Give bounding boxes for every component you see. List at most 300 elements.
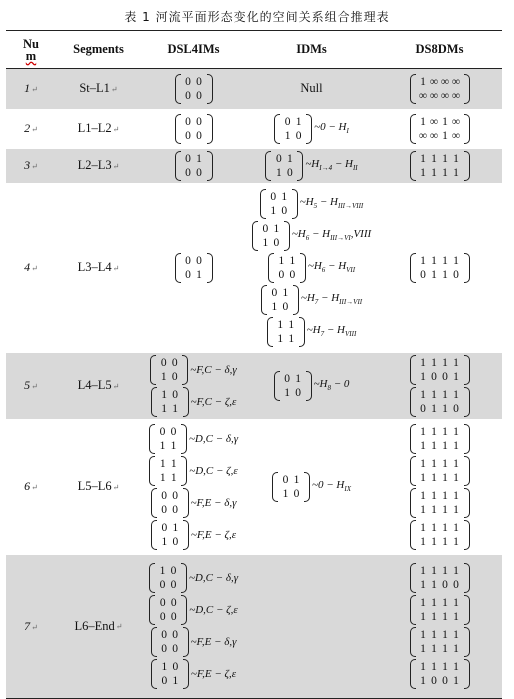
cell-stack [377,251,502,285]
matrix-row [159,628,181,642]
matrix [175,253,213,283]
matrix-cell: 1 [420,115,426,128]
matrix [149,456,187,486]
matrix-rows [416,456,464,486]
matrix-cell: 1 [453,489,459,502]
matrix-bracket-right [207,74,213,104]
matrix-cell: 1 [431,457,437,470]
matrix-cell: 1 [442,388,448,401]
matrix-cell: 1 [420,457,426,470]
matrix-bracket-right [284,221,290,251]
matrix-cell: 1 [442,643,448,656]
matrix-rows [274,253,300,283]
matrix-item [300,81,322,96]
matrix-row [275,332,297,346]
matrix [274,114,312,144]
matrix-row [282,386,304,400]
matrix-rows [416,424,464,454]
matrix-cell: 1 [442,425,448,438]
matrix [149,563,187,593]
relation-expression: ~F,E − δ,γ [190,636,237,649]
matrix-cell: 1 [442,535,448,548]
matrix-cell: 0 [275,152,282,165]
matrix-cell: 1 [420,675,426,688]
matrix-cell: 1 [295,372,301,385]
matrix [410,456,470,486]
matrix-cell: 1 [284,129,291,142]
matrix-row [418,628,462,642]
matrix-cell: 0 [172,503,178,516]
return-mark-icon: ↵ [31,161,38,171]
matrix [151,387,189,417]
matrix-item [151,659,236,689]
matrix-bracket-right [182,355,188,385]
matrix-cell: 0 [161,643,167,656]
matrix-rows [273,317,299,347]
matrix-cell: 1 [453,535,459,548]
matrix-cell: 1 [442,503,448,516]
matrix-cell: 1 [453,457,459,470]
matrix-cell: 1 [288,318,295,331]
matrix-cell: 1 [431,597,437,610]
matrix-item [410,114,470,144]
return-mark-icon: ↵ [112,124,120,134]
cell-stack [246,624,377,628]
relation-expression: ~D,C − δ,γ [188,432,239,445]
matrix-row [273,166,295,180]
relation-expression: ~D,C − δ,γ [188,572,239,585]
matrix-cell: 1 [442,597,448,610]
cell-stack [377,112,502,146]
matrix-bracket-right [207,151,213,181]
matrix-cell: 1 [170,471,177,484]
matrix [410,114,470,144]
matrix-cell: 1 [442,611,448,624]
matrix-item [410,456,470,486]
matrix-rows [181,253,207,283]
matrix-bracket-right [464,595,470,625]
matrix-rows [156,355,182,385]
matrix-cell: 0 [172,489,178,502]
matrix-cell: 0 [196,254,202,267]
matrix-cell: 1 [420,503,426,516]
matrix-cell: 0 [196,115,202,128]
matrix-item [151,387,237,417]
matrix-item [410,563,470,593]
matrix-item [410,253,470,283]
matrix-row [282,129,304,143]
matrix-row [418,439,462,453]
matrix-cell: 1 [420,565,426,578]
matrix-cell: 1 [159,565,166,578]
matrix-row [418,503,462,517]
matrix-rows [181,114,207,144]
cell-stack [377,149,502,183]
matrix-cell: 0 [172,535,179,548]
matrix-item [410,488,470,518]
matrix-cell: 1 [442,356,448,369]
matrix [175,114,213,144]
matrix-row [159,489,181,503]
matrix-cell: 1 [282,286,289,299]
header-row [6,31,502,69]
matrix-cell: 0 [161,489,167,502]
idms-cell [246,69,377,109]
cell-stack [141,149,246,183]
matrix-row [418,268,462,282]
matrix-cell: 1 [442,661,448,674]
dsl4ims-cell [141,419,246,555]
matrix-cell: ∞ [429,115,439,128]
matrix-item [175,151,213,181]
matrix-cell: 1 [420,521,426,534]
matrix-cell: 1 [270,204,277,217]
matrix-row [183,89,205,103]
matrix-cell: 1 [161,388,167,401]
matrix-cell: 1 [420,597,426,610]
cell-stack [377,72,502,106]
return-mark-icon: ↵ [112,482,120,492]
matrix-rows [267,285,293,315]
matrix-cell: 1 [431,425,437,438]
matrix-cell: 1 [431,565,437,578]
matrix-bracket-right [306,371,312,401]
matrix-cell: 0 [185,268,191,281]
return-mark-icon: ↵ [115,622,123,632]
segment [56,69,141,109]
relation-expression: $\sim H_{I\to 4} - H_{II}$ [305,158,358,173]
row-number [6,69,56,109]
matrix-cell: 0 [282,473,289,486]
matrix-cell: 1 [431,489,437,502]
matrix-cell: 0 [431,370,437,383]
return-mark-icon: ↵ [31,482,38,492]
row-number-value: 3 [24,158,31,172]
matrix-bracket-right [300,253,306,283]
matrix-cell: 0 [262,222,269,235]
matrix-cell: 0 [420,402,426,415]
matrix-cell: 0 [185,115,191,128]
matrix-cell: 1 [420,661,426,674]
matrix-cell: 1 [420,579,426,592]
matrix-cell: 1 [442,521,448,534]
matrix-bracket-right [464,387,470,417]
matrix-rows [155,424,181,454]
matrix-bracket-right [181,424,187,454]
cell-stack [246,79,377,98]
ds8dms-cell [377,69,502,109]
matrix-row [157,425,179,439]
matrix-item [410,520,470,550]
return-mark-icon: ↵ [31,85,38,94]
matrix [410,659,470,689]
matrix-rows [278,472,304,502]
relation-expression: ~F,E − ζ,ε [190,668,237,681]
matrix-row [157,471,179,485]
matrix-item [265,151,357,181]
matrix-cell: 0 [172,629,178,642]
matrix-bracket-right [297,151,303,181]
matrix-cell: 1 [453,629,459,642]
matrix-cell: ∞ [451,89,461,102]
matrix-cell: 1 [453,521,459,534]
matrix-row [276,254,298,268]
dsl4ims-cell [141,555,246,699]
matrix-cell: 1 [282,487,289,500]
dsl4ims-cell [141,353,246,419]
matrix-rows [416,488,464,518]
matrix-cell: 1 [420,471,426,484]
matrix-item [149,456,237,486]
matrix-bracket-right [181,595,187,625]
cell-stack [141,251,246,285]
row-number-value: 1 [24,81,31,96]
matrix [268,253,306,283]
matrix-cell: 0 [293,487,300,500]
matrix-row [418,129,462,143]
matrix [410,563,470,593]
matrix-cell: 1 [420,425,426,438]
relation-expression: $\sim H_8 - 0$ [313,378,350,393]
matrix-bracket-right [183,520,189,550]
relation-expression: $\sim H_6 - H_{VII}$ [307,260,356,275]
matrix-cell: 0 [170,565,177,578]
ds8dms-cell [377,419,502,555]
matrix-item [260,189,364,219]
return-mark-icon: ↵ [110,84,118,94]
relation-expression: ~F,E − δ,γ [190,496,237,509]
matrix-row [159,503,181,517]
matrix-bracket-right [464,627,470,657]
matrix-row [418,521,462,535]
matrix-rows [181,151,207,181]
cell-stack [377,561,502,691]
matrix-row [159,674,181,688]
matrix-item [175,114,213,144]
matrix-cell: 0 [453,268,459,281]
matrix-cell: 1 [420,643,426,656]
relation-expression: ~F,C − δ,γ [190,363,237,376]
matrix-bracket-right [293,285,299,315]
matrix-item [252,221,371,251]
matrix [410,74,470,104]
matrix-cell: 1 [431,388,437,401]
table-row [6,69,502,109]
matrix-row [269,286,291,300]
matrix [150,355,188,385]
matrix-row [183,152,205,166]
matrix-row [275,318,297,332]
matrix-rows [416,563,464,593]
matrix-cell: 0 [453,579,459,592]
matrix-cell: 0 [271,286,278,299]
matrix-row [418,471,462,485]
matrix-cell: 1 [281,190,288,203]
matrix-row [282,115,304,129]
relation-expression: ~D,C − ζ,ε [189,464,238,477]
matrix-row [418,660,462,674]
matrix-cell: 1 [431,579,437,592]
matrix-rows [416,114,464,144]
matrix-cell: 1 [442,565,448,578]
matrix-cell: 1 [431,521,437,534]
matrix-cell: 0 [284,115,291,128]
matrix-item [175,74,213,104]
matrix-cell: 1 [442,489,448,502]
relation-expression: $\sim H_7 - H_{VIII}$ [306,324,357,339]
matrix-cell: 1 [420,489,426,502]
matrix-row [260,222,282,236]
matrix-cell: 0 [171,356,178,369]
matrix-cell: 1 [442,166,448,179]
matrix-cell: ∞ [440,89,450,102]
cell-stack [377,422,502,552]
matrix-rows [157,520,183,550]
return-mark-icon: ↵ [112,263,120,273]
matrix-cell: 1 [420,439,426,452]
return-mark-icon: ↵ [112,381,120,391]
matrix-rows [416,74,464,104]
segment-label: L5–L6 [77,479,112,493]
matrix-cell: 0 [295,386,301,399]
matrix-cell: 0 [282,300,289,313]
matrix-row [418,254,462,268]
matrix-cell: 0 [273,236,280,249]
matrix-item [268,253,355,283]
matrix-cell: 1 [288,332,295,345]
matrix-cell: 0 [172,661,179,674]
matrix-cell: 1 [196,152,202,165]
matrix-row [159,642,181,656]
matrix-cell: ∞ [451,129,461,142]
matrix-bracket-right [183,387,189,417]
matrix-row [159,535,181,549]
ds8dms-cell [377,183,502,353]
matrix-cell: 1 [431,402,437,415]
matrix-cell: 0 [161,629,167,642]
matrix-row [418,578,462,592]
matrix-cell: 1 [453,675,459,688]
table-row [6,419,502,555]
matrix-bracket-right [207,253,213,283]
matrix [410,424,470,454]
matrix-cell: 0 [185,129,191,142]
matrix-cell: 0 [196,89,202,102]
row-number-value: 7 [24,618,31,633]
matrix [261,285,299,315]
matrix-cell: 1 [159,471,166,484]
matrix-item [410,659,470,689]
row-number-value: 6 [24,479,31,493]
segment-label: L3–L4 [77,260,112,274]
matrix-row [158,370,180,384]
matrix-cell: 1 [453,356,459,369]
matrix-cell: 1 [453,661,459,674]
null-label: Null [300,81,323,96]
matrix [410,151,470,181]
matrix-row [418,425,462,439]
matrix-bracket-right [464,151,470,181]
matrix-row [418,356,462,370]
cell-stack [141,353,246,419]
dsl4ims-cell [141,69,246,109]
matrix-row [418,564,462,578]
matrix-item [410,74,470,104]
matrix [175,74,213,104]
matrix-cell: 1 [453,254,459,267]
matrix-cell: 0 [431,675,437,688]
inference-table [6,30,502,699]
matrix [410,387,470,417]
matrix [410,253,470,283]
segment-label: L4–L5 [77,378,112,392]
matrix-bracket-right [299,317,305,347]
matrix-cell: 0 [196,166,202,179]
idms-cell [246,183,377,353]
matrix-item [410,595,470,625]
matrix-cell: 0 [295,129,302,142]
matrix-row [158,356,180,370]
matrix-row [268,204,290,218]
table-row [6,353,502,419]
matrix-cell: 0 [286,166,293,179]
idms-cell [246,419,377,555]
matrix-cell: 1 [271,300,278,313]
matrix-rows [266,189,292,219]
table-caption: 表 1 河流平面形态变化的空间关系组合推理表 [124,10,390,24]
matrix-cell: 0 [170,611,177,624]
matrix-row [273,152,295,166]
matrix-cell: 0 [284,372,290,385]
matrix-cell: 1 [431,254,437,267]
matrix-item [410,627,470,657]
matrix-row [269,300,291,314]
matrix-cell: 0 [420,268,426,281]
matrix-cell: 1 [431,471,437,484]
segment-label: St–L1 [79,81,110,96]
matrix-cell: 0 [161,675,168,688]
matrix-rows [416,387,464,417]
matrix-row [418,166,462,180]
matrix-cell: 1 [161,402,167,415]
matrix [410,488,470,518]
matrix-cell: 1 [453,643,459,656]
matrix-rows [155,456,181,486]
header-idms: IDMs [246,31,377,69]
matrix-row [418,152,462,166]
matrix-bracket-right [464,74,470,104]
matrix-cell: 0 [170,579,177,592]
matrix-cell: 1 [275,166,282,179]
matrix-rows [416,253,464,283]
matrix-rows [258,221,284,251]
matrix-cell: 1 [442,115,448,128]
matrix-item [267,317,357,347]
matrix-cell: 1 [453,611,459,624]
matrix-cell: 1 [442,439,448,452]
ds8dms-cell [377,149,502,183]
header-num: Nu m [6,31,56,69]
matrix-item [410,151,470,181]
matrix-row [280,487,302,501]
matrix-rows [157,659,183,689]
cell-stack [141,72,246,106]
matrix-cell: 1 [431,439,437,452]
matrix-item [261,285,362,315]
idms-cell [246,109,377,149]
matrix-cell: 0 [442,675,448,688]
matrix-row [418,115,462,129]
